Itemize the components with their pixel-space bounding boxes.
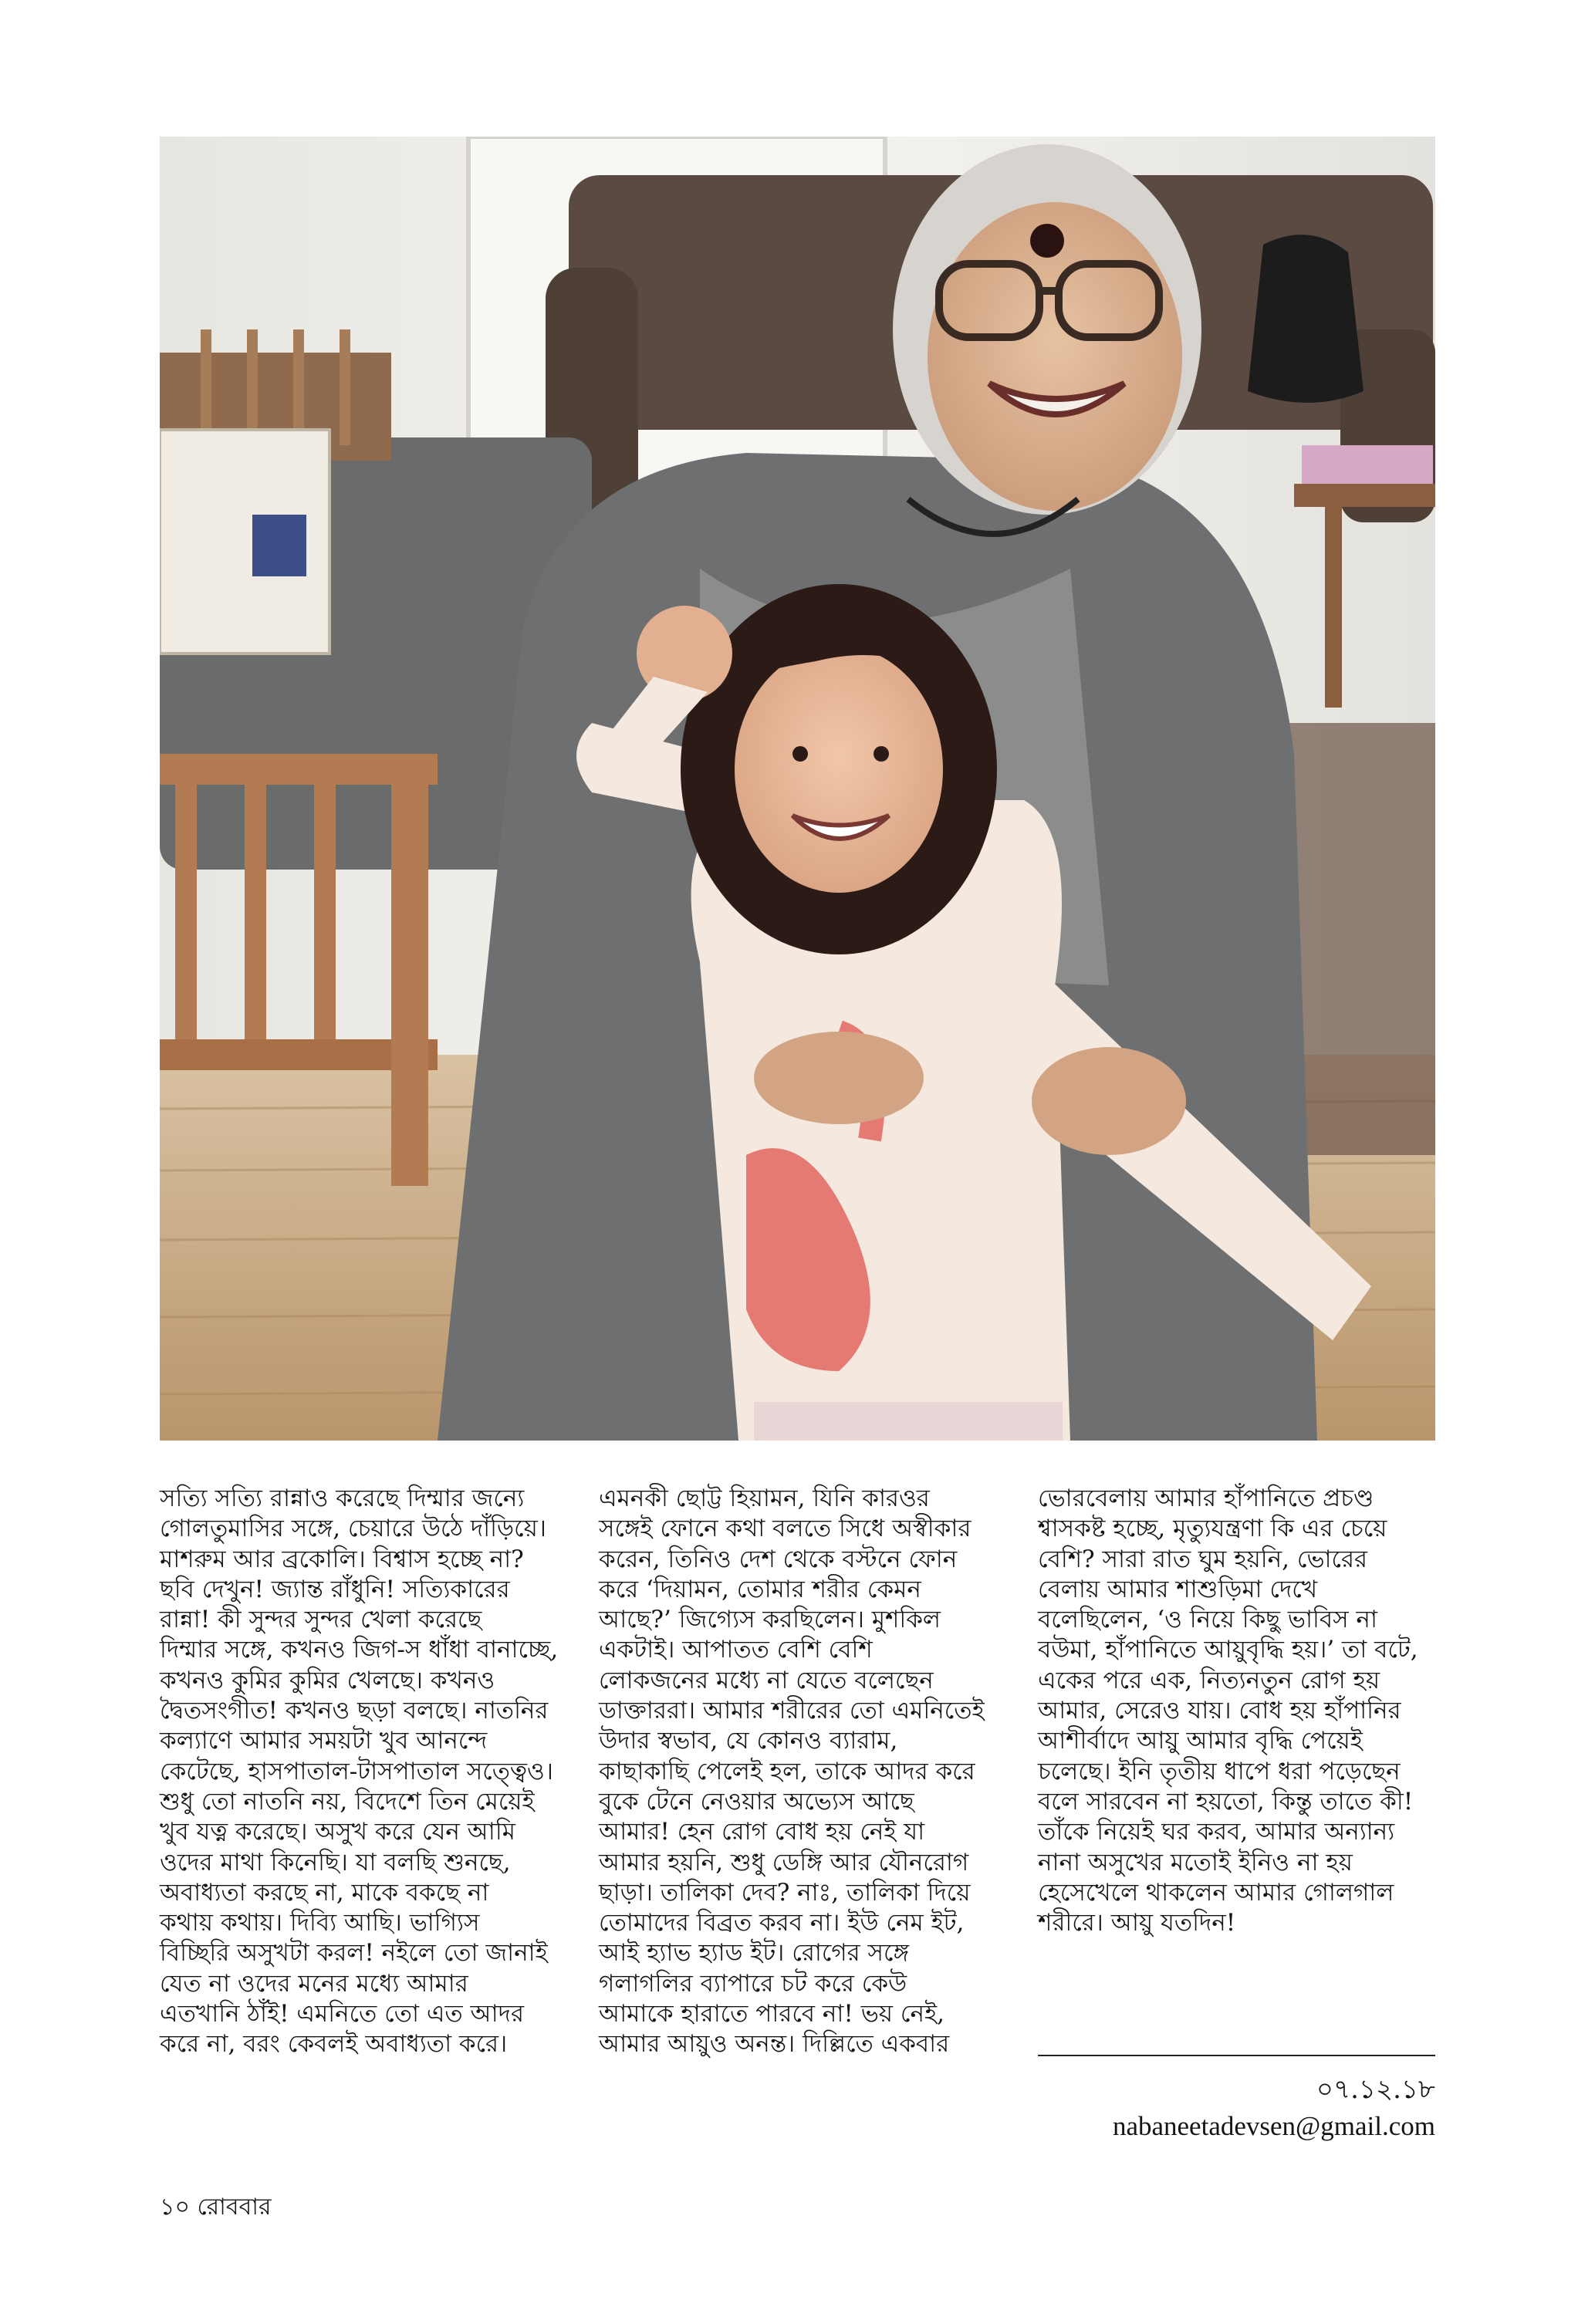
article-line: কখনও কুমির কুমির খেলছে। কখনও: [160, 1666, 495, 1694]
article-line: একের পরে এক, নিত্যনতুন রোগ হয়: [1038, 1666, 1380, 1694]
article-line: লোকজনের মধ্যে না যেতে বলেছেন: [599, 1666, 934, 1694]
article-line: আমার আয়ুও অনন্ত। দিল্লিতে একবার: [599, 2030, 950, 2059]
article-line: ভোরবেলায় আমার হাঁপানিতে প্রচণ্ড: [1038, 1485, 1374, 1512]
article-line: সত্যি সত্যি রান্নাও করেছে দিম্মার জন্যে: [160, 1485, 525, 1512]
article-line: কাছাকাছি পেলেই হল, তাকে আদর করে: [599, 1757, 975, 1785]
article-line: ডাক্তাররা। আমার শরীরের তো এমনিতেই: [599, 1697, 985, 1725]
article-line: বলে সারবেন না হয়তো, কিন্তু তাতে কী!: [1038, 1787, 1414, 1816]
article-line: গোলতুমাসির সঙ্গে, চেয়ারে উঠে দাঁড়িয়ে।: [160, 1515, 546, 1543]
article-line: করে ‘দিয়ামন, তোমার শরীর কেমন: [599, 1575, 921, 1603]
article-line: আমার, সেরেও যায়। বোধ হয় হাঁপানির: [1038, 1697, 1401, 1725]
photo-illustration: [160, 137, 1435, 1441]
article-line: শরীরে। আয়ু যতদিন!: [1038, 1909, 1236, 1937]
article-line: শ্বাসকষ্ট হচ্ছে, মৃত্যুযন্ত্রণা কি এর চেয়ে: [1038, 1515, 1387, 1543]
page-folio: ১০ রোববার: [160, 2194, 272, 2221]
article-line: আশীর্বাদে আয়ু আমার বৃদ্ধি পেয়েই: [1038, 1727, 1363, 1755]
article-line: দিম্মার সঙ্গে, কখনও জিগ-স ধাঁধা বানাচ্ছে,: [160, 1636, 559, 1664]
photo-grandmother-and-granddaughter: [160, 137, 1435, 1441]
article-line: বউমা, হাঁপানিতে আয়ুবৃদ্ধি হয়।’ তা বটে,: [1038, 1636, 1418, 1664]
article-line: বিচ্ছিরি অসুখটা করল! নইলে তো জানাই: [160, 1939, 548, 1968]
article-line: কথায় কথায়। দিব্যি আছি। ভাগ্যিস: [160, 1909, 480, 1937]
article-line: অবাধ্যতা করছে না, মাকে বকছে না: [160, 1878, 489, 1907]
article-line: বলেছিলেন, ‘ও নিয়ে কিছু ভাবিস না: [1038, 1606, 1377, 1634]
article-line: উদার স্বভাব, যে কোনও ব্যারাম,: [599, 1727, 898, 1755]
article-line: ছবি দেখুন! জ্যান্ত রাঁধুনি! সত্যিকারের: [160, 1575, 510, 1603]
article-column-3: [1038, 1484, 1439, 1938]
signature-date: ০৭.১২.১৮: [1316, 2074, 1435, 2105]
article-line: শুধু তো নাতনি নয়, বিদেশে তিন মেয়েই: [160, 1787, 535, 1816]
article-column-2: [599, 1484, 1000, 2060]
article-line: তাঁকে নিয়েই ঘর করব, আমার অন্যান্য: [1038, 1818, 1395, 1846]
article-line: এমনকী ছোট্ট হিয়ামন, যিনি কারওর: [599, 1485, 930, 1512]
article-line: আছে?’ জিগ্যেস করছিলেন। মুশকিল: [599, 1606, 941, 1634]
article-line: আমার হয়নি, শুধু ডেঙ্গি আর যৌনরোগ: [599, 1848, 969, 1876]
article-column-1: [160, 1484, 561, 2060]
article-line: যেত না ওদের মনের মধ্যে আমার: [160, 1969, 468, 1998]
article-line: এতখানি ঠাঁই! এমনিতে তো এত আদর: [160, 2000, 525, 2028]
article-line: ওদের মাথা কিনেছি। যা বলছি শুনছে,: [160, 1848, 511, 1876]
article-line: একটাই। আপাতত বেশি বেশি: [599, 1636, 873, 1664]
article-line: নানা অসুখের মতোই ইনিও না হয়: [1038, 1848, 1353, 1876]
author-email: nabaneetadevsen@gmail.com: [1112, 2111, 1435, 2141]
article-line: রান্না! কী সুন্দর সুন্দর খেলা করেছে: [160, 1606, 482, 1634]
article-line: বেলায় আমার শাশুড়িমা দেখে: [1038, 1575, 1318, 1603]
article-line: করেন, তিনিও দেশ থেকে বস্টনে ফোন: [599, 1545, 958, 1573]
article-line: মাশরুম আর ব্রকোলি। বিশ্বাস হচ্ছে না?: [160, 1545, 524, 1573]
signature-divider: [1038, 2055, 1435, 2056]
article-line: তোমাদের বিব্রত করব না। ইউ নেম ইট,: [599, 1909, 965, 1937]
article-line: করে না, বরং কেবলই অবাধ্যতা করে।: [160, 2030, 508, 2059]
article-line: কল্যাণে আমার সময়টা খুব আনন্দে: [160, 1727, 488, 1755]
article-line: সঙ্গেই ফোনে কথা বলতে সিধে অস্বীকার: [599, 1515, 972, 1543]
article-line: বুকে টেনে নেওয়ার অভ্যেস আছে: [599, 1787, 914, 1816]
article-line: দ্বৈতসংগীত! কখনও ছড়া বলছে। নাতনির: [160, 1697, 549, 1725]
article-line: আমাকে হারাতে পারবে না! ভয় নেই,: [599, 2000, 944, 2028]
article-line: কেটেছে, হাসপাতাল-টাসপাতাল সত্ত্বেও।: [160, 1757, 553, 1785]
article-line: বেশি? সারা রাত ঘুম হয়নি, ভোরের: [1038, 1545, 1368, 1573]
article-line: গলাগলির ব্যাপারে চট করে কেউ: [599, 1969, 907, 1998]
article-line: খুব যত্ন করেছে। অসুখ করে যেন আমি: [160, 1818, 515, 1846]
article-line: হেসেখেলে থাকলেন আমার গোলগাল: [1038, 1878, 1394, 1907]
article-line: আমার! হেন রোগ বোধ হয় নেই যা: [599, 1818, 925, 1846]
article-line: আই হ্যাভ হ্যাড ইট। রোগের সঙ্গে: [599, 1939, 910, 1968]
article-line: চলেছে। ইনি তৃতীয় ধাপে ধরা পড়েছেন: [1038, 1757, 1401, 1785]
article-line: ছাড়া। তালিকা দেব? নাঃ, তালিকা দিয়ে: [599, 1878, 971, 1907]
